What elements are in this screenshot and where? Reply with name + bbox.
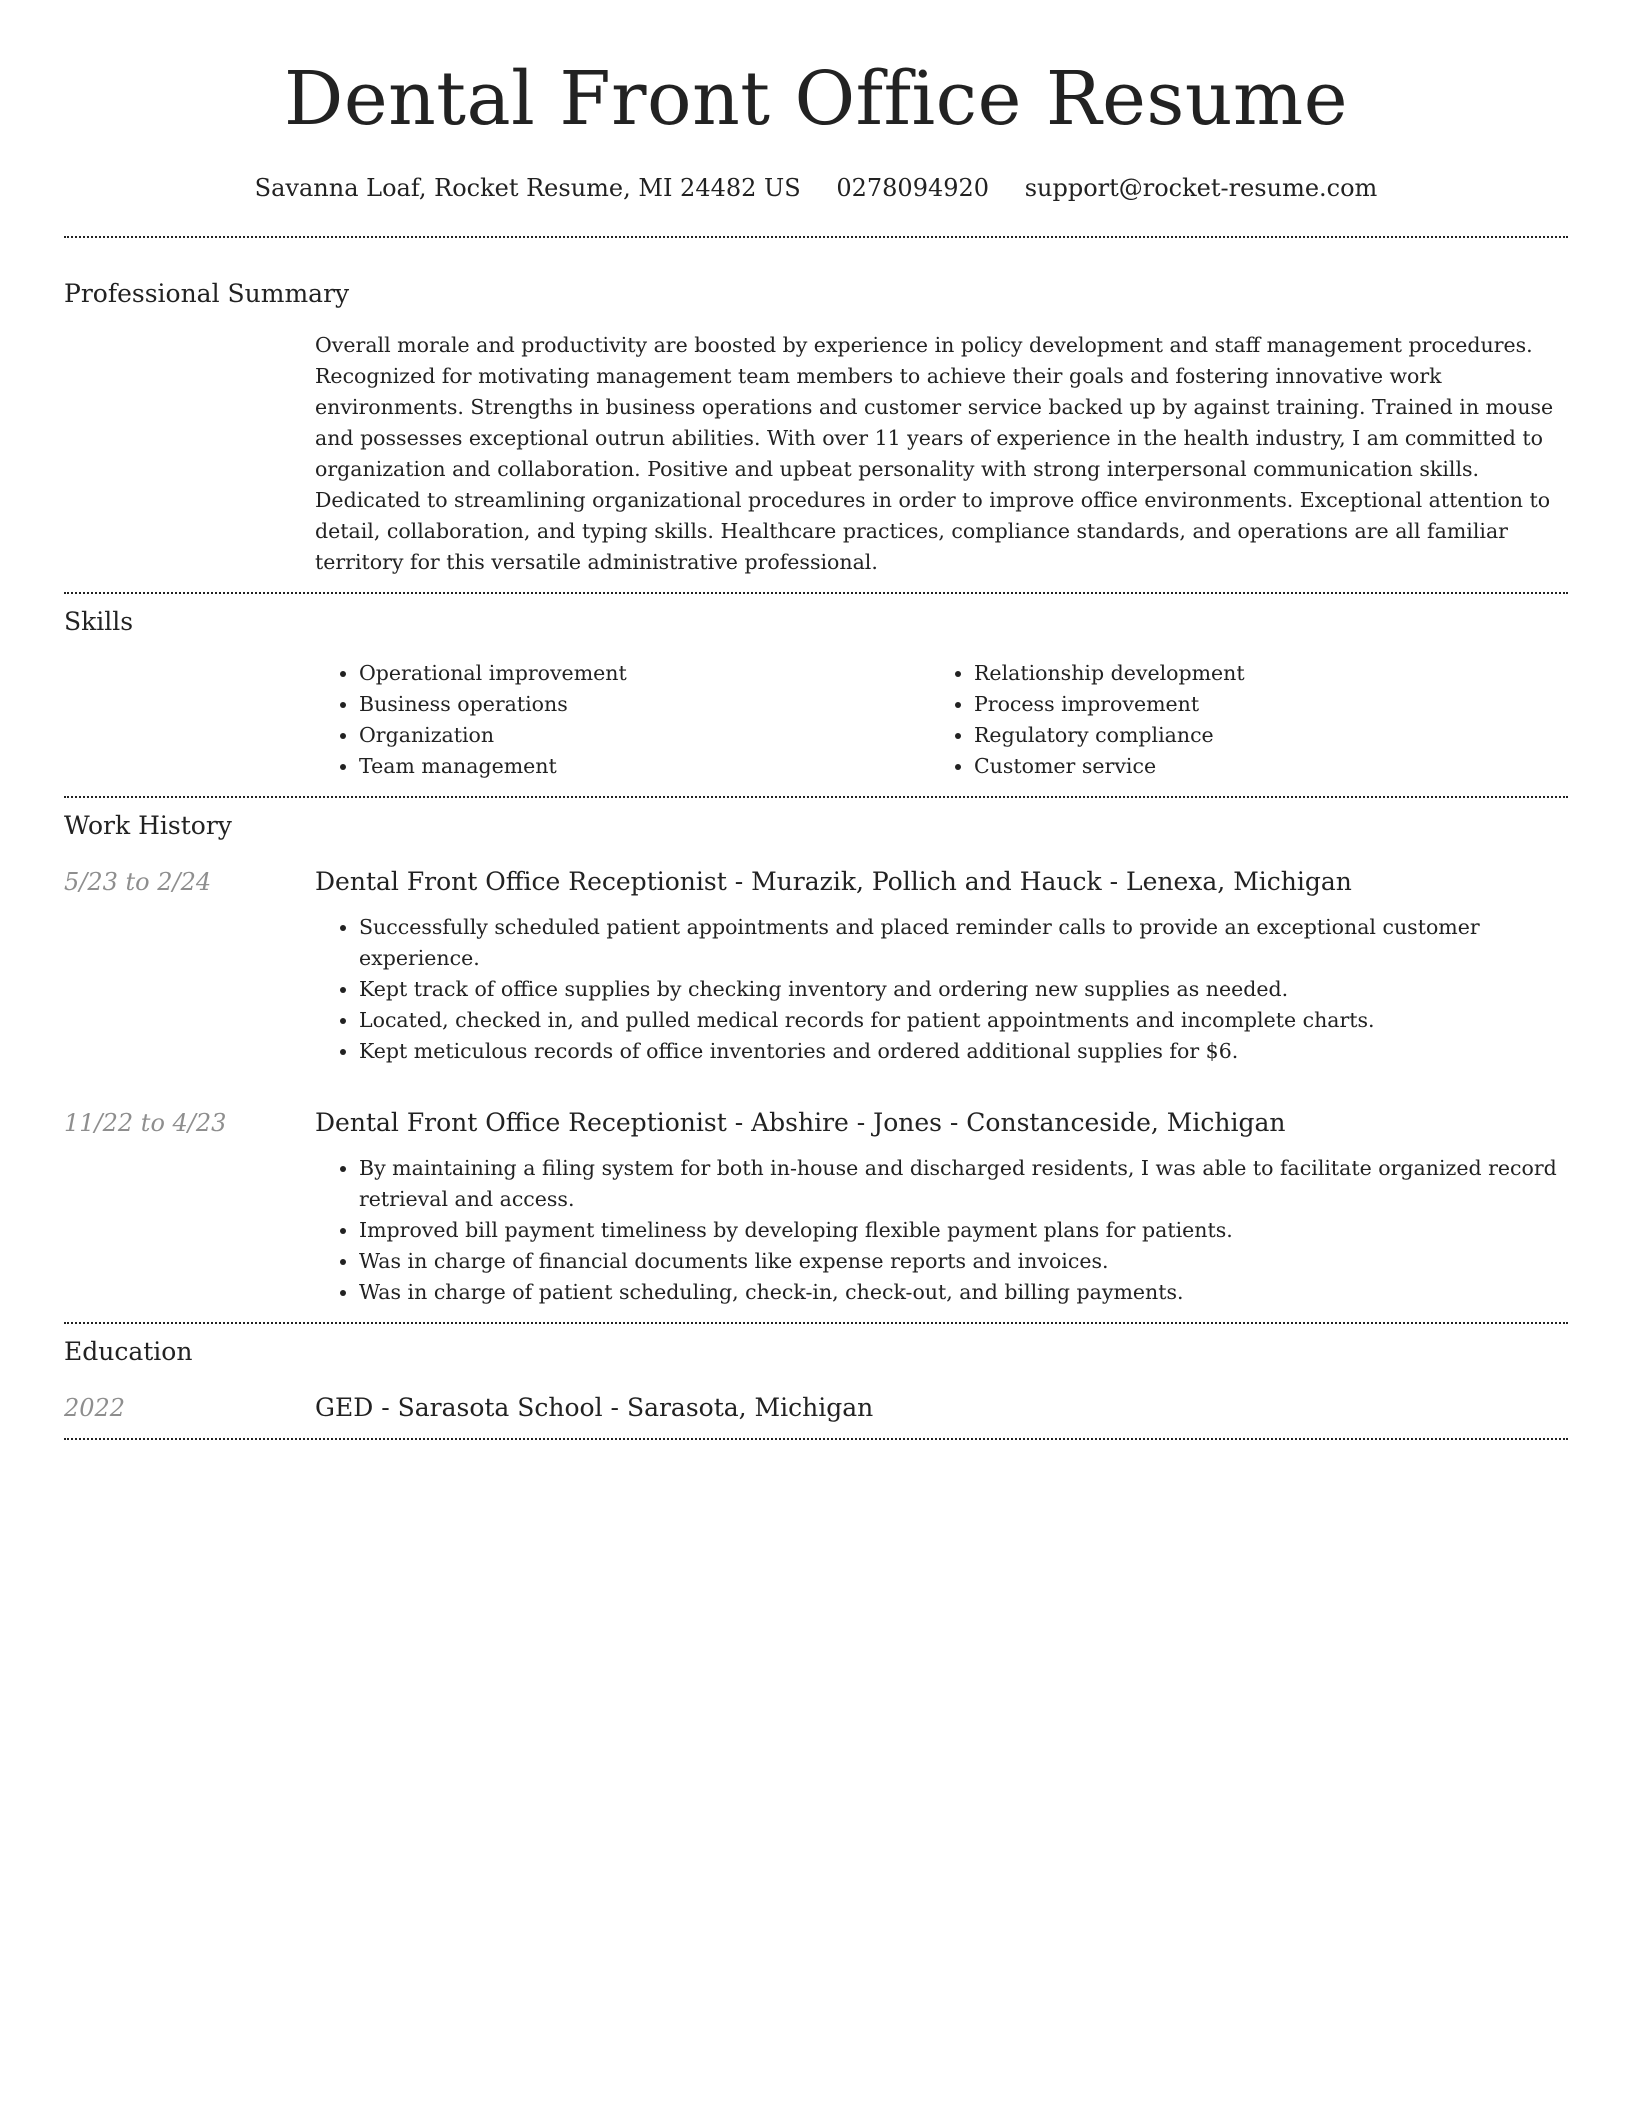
divider [64,1322,1568,1324]
job-bullets [315,912,1568,1067]
skill-item: • Customer service [974,751,1568,782]
job-bullets [315,1153,1568,1308]
job-body [315,866,1568,1067]
job-role: Dental Front Office Receptionist - Murazik, Pollich and Hauck - Lenexa, Michigan [315,867,1352,896]
job-bullet: • Improved bill payment timeliness by developing flexible payment plans for patients. [359,1215,1568,1246]
skill-item: • Business operations [359,689,930,720]
contact-phone: 0278094920 [836,174,990,202]
job-bullet: • Kept meticulous records of office inventories and ordered additional supplies for $6. [359,1036,1568,1067]
page-title: Dental Front Office Resume [284,56,1348,142]
job-body [315,1107,1568,1308]
skill-item: • Organization [359,720,930,751]
education-date: 2022 [64,1394,126,1422]
summary-text: Overall morale and productivity are boosted by experience in policy development and staff management procedures. Recognized for motivating management team members to achieve their goals and fostering innovative work environments. Strengths in business operations and customer service backed up by against training. Trained in mouse and possesses exceptional outrun abilities. With over 11 years of experience in the health industry, I am committed to organization and collaboration. Positive and upbeat personality with strong interpersonal communication skills. Dedicated to streamlining organizational procedures in order to improve office environments. Exceptional attention to detail, collaboration, and typing skills. Healthcare practices, compliance standards, and operations are all familiar territory for this versatile administrative professional. [315,333,1554,574]
skill-item: • Team management [359,751,930,782]
skills-grid [315,658,1568,782]
contact-address: Savanna Loaf, Rocket Resume, MI 24482 US [254,174,801,202]
skill-item: • Relationship development [974,658,1568,689]
skills-list-right [930,658,1568,782]
job-role: Dental Front Office Receptionist - Abshire - Jones - Constanceside, Michigan [315,1108,1286,1137]
job-bullet: • Was in charge of patient scheduling, check-in, check-out, and billing payments. [359,1277,1568,1308]
skills-list-left [315,658,930,782]
education-entry [64,1392,1568,1424]
job-bullet: • By maintaining a filing system for both in-house and discharged residents, I was able to facilitate organized record retrieval and access. [359,1153,1568,1215]
divider [64,796,1568,798]
divider [64,236,1568,238]
job-bullet: • Successfully scheduled patient appointments and placed reminder calls to provide an exceptional customer experience. [359,912,1568,974]
section-title-summary: Professional Summary [64,279,350,308]
section-title-education: Education [64,1337,193,1366]
divider [64,1438,1568,1440]
section-title-skills: Skills [64,607,134,636]
skill-item: • Operational improvement [359,658,930,689]
job-bullet: • Was in charge of financial documents like expense reports and invoices. [359,1246,1568,1277]
education-degree: GED - Sarasota School - Sarasota, Michigan [315,1393,874,1422]
section-title-work: Work History [64,811,232,840]
job-entry [64,1107,1568,1308]
job-dates: 5/23 to 2/24 [64,868,212,896]
job-entry [64,866,1568,1067]
contact-line [64,172,1568,204]
job-dates: 11/22 to 4/23 [64,1109,227,1137]
skill-item: • Process improvement [974,689,1568,720]
job-bullet: • Kept track of office supplies by checking inventory and ordering new supplies as needed. [359,974,1568,1005]
skill-item: • Regulatory compliance [974,720,1568,751]
job-bullet: • Located, checked in, and pulled medical records for patient appointments and incomplete charts. [359,1005,1568,1036]
contact-email: support@rocket-resume.com [1024,174,1378,202]
divider [64,592,1568,594]
